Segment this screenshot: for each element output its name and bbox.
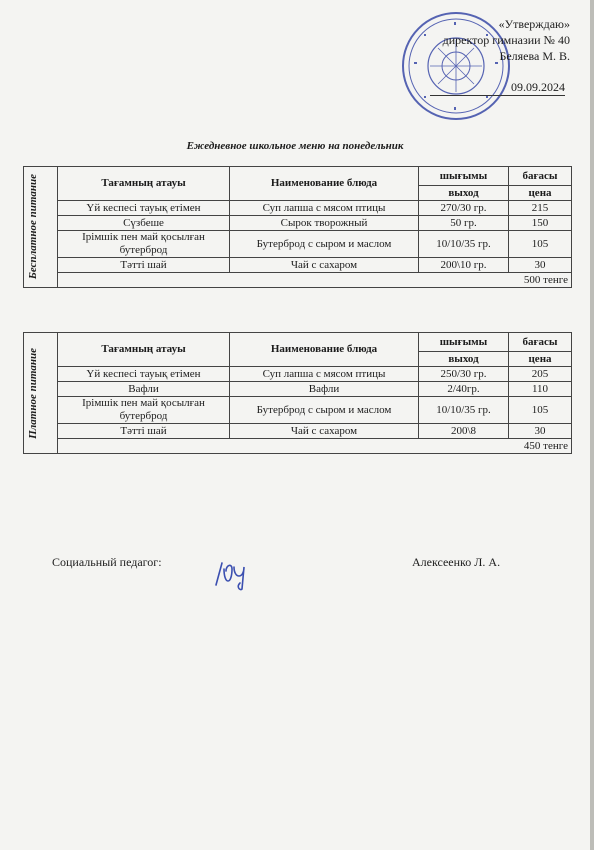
approval-position: директор гимназии № 40 bbox=[442, 33, 570, 47]
free-header-kz-name: Тағамның атауы bbox=[58, 167, 230, 201]
paid-side-cell bbox=[24, 333, 58, 454]
table-row bbox=[24, 367, 572, 382]
dish-price: 105 bbox=[509, 231, 572, 258]
table-row bbox=[24, 231, 572, 258]
free-header-ru-price: цена bbox=[509, 186, 572, 201]
approval-name: Беляева М. В. bbox=[499, 49, 570, 63]
dish-kz: Тәтті шай bbox=[58, 258, 230, 273]
table-row bbox=[24, 201, 572, 216]
table-row bbox=[24, 397, 572, 424]
dish-ru: Бутерброд с сыром и маслом bbox=[230, 231, 419, 258]
dish-ru: Бутерброд с сыром и маслом bbox=[230, 397, 419, 424]
dish-price: 150 bbox=[509, 216, 572, 231]
paid-header-kz-out: шығымы bbox=[419, 333, 509, 352]
dish-kz: Ірімшік пен май қосылған бутерброд bbox=[58, 231, 230, 258]
dish-price: 30 bbox=[509, 258, 572, 273]
dish-ru: Чай с сахаром bbox=[230, 424, 419, 439]
approval-heading: «Утверждаю» bbox=[498, 17, 570, 31]
free-meals-table bbox=[23, 166, 571, 288]
dish-kz: Ірімшік пен май қосылған бутерброд bbox=[58, 397, 230, 424]
table-row bbox=[24, 216, 572, 231]
paid-header-kz-name: Тағамның атауы bbox=[58, 333, 230, 367]
signature-name: Алексеенко Л. А. bbox=[412, 555, 501, 569]
dish-out: 200\10 гр. bbox=[419, 258, 509, 273]
free-total: 500 тенге bbox=[58, 273, 572, 288]
dish-out: 200\8 bbox=[419, 424, 509, 439]
dish-price: 30 bbox=[509, 424, 572, 439]
free-header-ru-name: Наименование блюда bbox=[230, 167, 419, 201]
signature-role: Социальный педагог: bbox=[52, 555, 162, 569]
dish-kz: Вафли bbox=[58, 382, 230, 397]
dish-ru: Суп лапша с мясом птицы bbox=[230, 367, 419, 382]
handwritten-signature bbox=[212, 555, 260, 591]
paid-header-ru-price: цена bbox=[509, 352, 572, 367]
dish-out: 10/10/35 гр. bbox=[419, 397, 509, 424]
dish-ru: Чай с сахаром bbox=[230, 258, 419, 273]
dish-ru: Суп лапша с мясом птицы bbox=[230, 201, 419, 216]
dish-kz: Үй кеспесі тауық етімен bbox=[58, 201, 230, 216]
dish-ru: Вафли bbox=[230, 382, 419, 397]
dish-kz: Үй кеспесі тауық етімен bbox=[58, 367, 230, 382]
table-row bbox=[24, 382, 572, 397]
dish-ru: Сырок творожный bbox=[230, 216, 419, 231]
free-header-ru-out: выход bbox=[419, 186, 509, 201]
dish-price: 110 bbox=[509, 382, 572, 397]
paid-header-ru-name: Наименование блюда bbox=[230, 333, 419, 367]
paid-total: 450 тенге bbox=[58, 439, 572, 454]
table-row bbox=[24, 424, 572, 439]
dish-out: 270/30 гр. bbox=[419, 201, 509, 216]
menu-title: Ежедневное школьное меню на понедельник bbox=[186, 140, 404, 152]
paid-header-ru-out: выход bbox=[419, 352, 509, 367]
free-side-cell bbox=[24, 167, 58, 288]
dish-out: 50 гр. bbox=[419, 216, 509, 231]
table-row bbox=[24, 258, 572, 273]
paper-edge bbox=[590, 0, 594, 850]
dish-kz: Тәтті шай bbox=[58, 424, 230, 439]
approval-block bbox=[443, 16, 570, 64]
approval-date: 09.09.2024 bbox=[430, 80, 565, 96]
free-header-kz-out: шығымы bbox=[419, 167, 509, 186]
dish-out: 2/40гр. bbox=[419, 382, 509, 397]
dish-price: 215 bbox=[509, 201, 572, 216]
free-side-label: Бесплатное питание bbox=[27, 174, 39, 280]
dish-out: 10/10/35 гр. bbox=[419, 231, 509, 258]
free-header-kz-price: бағасы bbox=[509, 167, 572, 186]
dish-kz: Сүзбеше bbox=[58, 216, 230, 231]
paid-side-label: Платное питание bbox=[27, 347, 39, 439]
paid-header-kz-price: бағасы bbox=[509, 333, 572, 352]
paid-meals-table bbox=[23, 332, 571, 454]
dish-price: 205 bbox=[509, 367, 572, 382]
dish-price: 105 bbox=[509, 397, 572, 424]
dish-out: 250/30 гр. bbox=[419, 367, 509, 382]
